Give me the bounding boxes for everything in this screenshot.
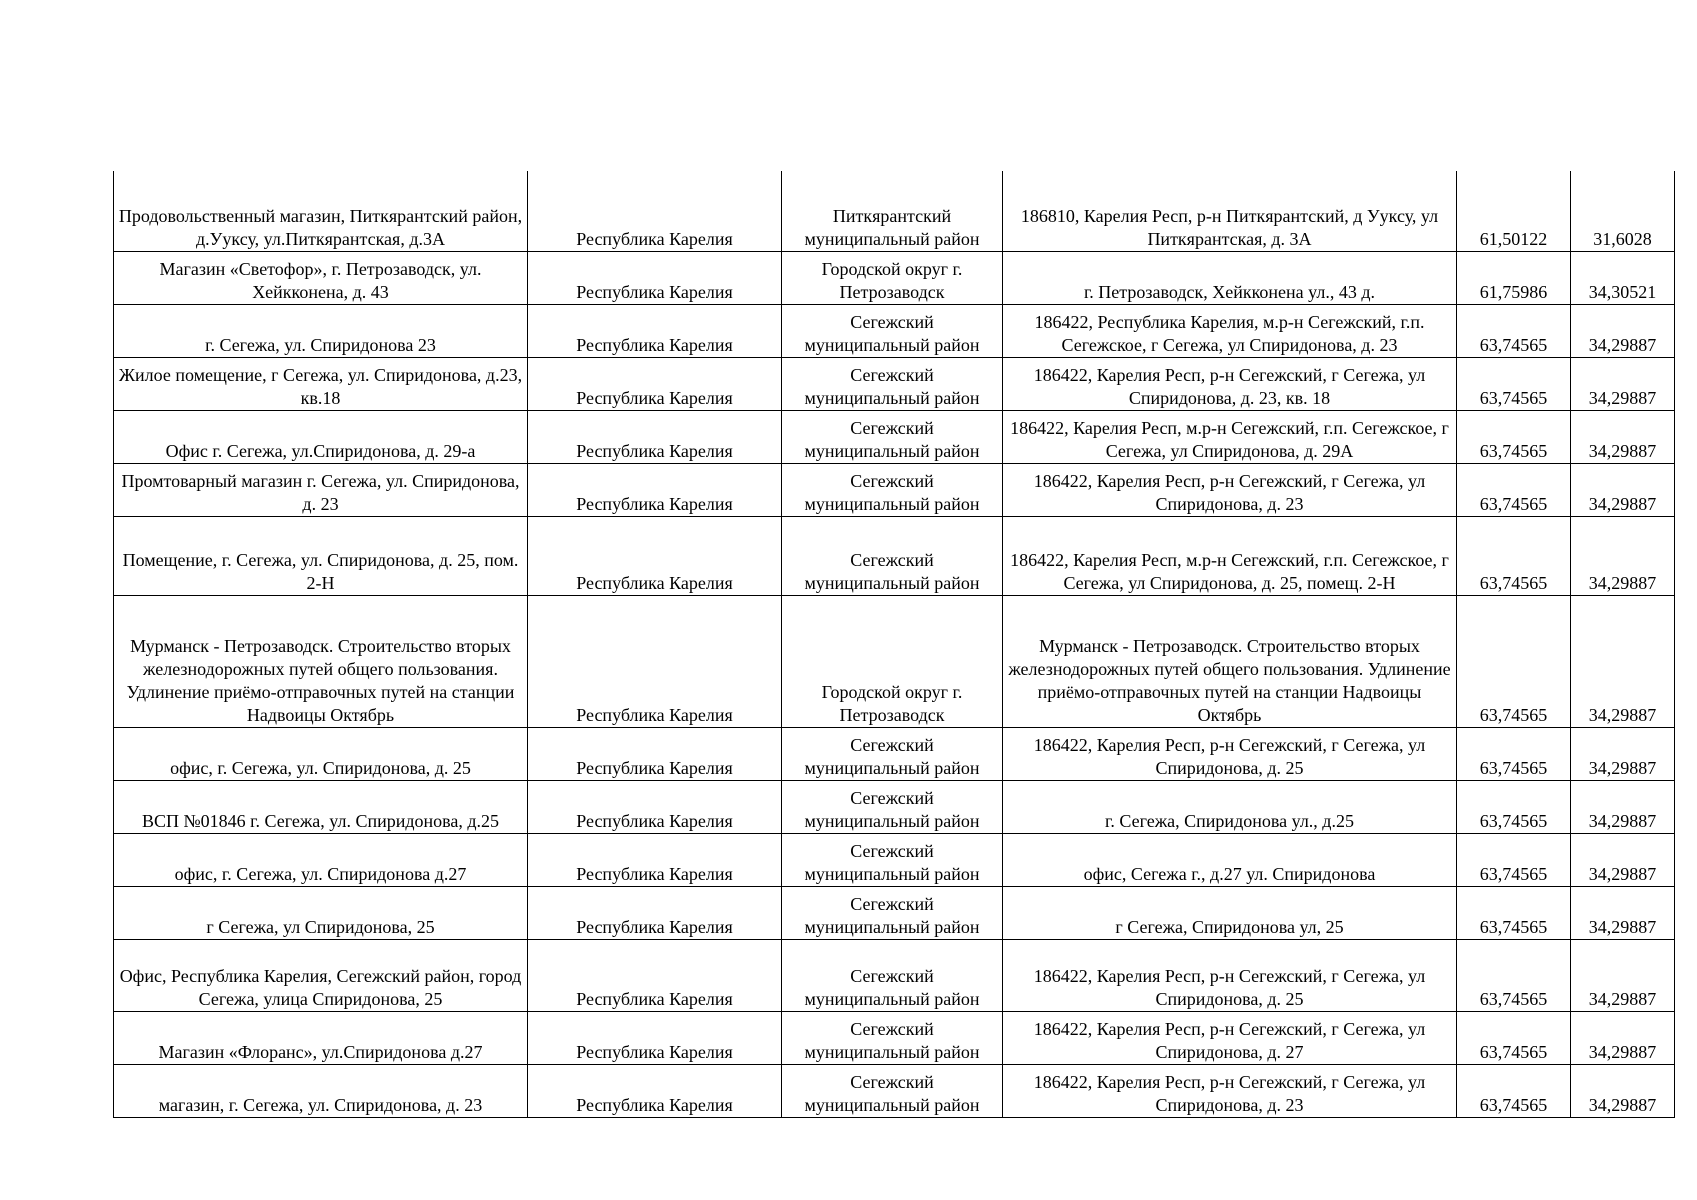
- latitude-cell: 63,74565: [1457, 357, 1571, 410]
- latitude-cell: 63,74565: [1457, 780, 1571, 833]
- address-cell: 186810, Карелия Респ, р-н Питкярантский, д Ууксу, ул Питкярантская, д. 3А: [1003, 171, 1457, 251]
- district-cell: Сегежский муниципальный район: [782, 304, 1003, 357]
- district-cell: Сегежский муниципальный район: [782, 727, 1003, 780]
- district-cell: Сегежский муниципальный район: [782, 1064, 1003, 1117]
- region-cell: Республика Карелия: [528, 251, 782, 304]
- region-cell: Республика Карелия: [528, 463, 782, 516]
- table-row: [114, 463, 1675, 516]
- region-cell: Республика Карелия: [528, 357, 782, 410]
- latitude-cell: 63,74565: [1457, 1011, 1571, 1064]
- region-cell: Республика Карелия: [528, 304, 782, 357]
- table-row: [114, 171, 1675, 251]
- object-name-cell: г Сегежа, ул Спиридонова, 25: [114, 886, 528, 939]
- latitude-cell: 61,75986: [1457, 251, 1571, 304]
- address-cell: г Сегежа, Спиридонова ул, 25: [1003, 886, 1457, 939]
- latitude-cell: 63,74565: [1457, 833, 1571, 886]
- longitude-cell: 34,29887: [1571, 304, 1675, 357]
- longitude-cell: 34,29887: [1571, 516, 1675, 595]
- district-cell: Сегежский муниципальный район: [782, 516, 1003, 595]
- object-name-cell: Мурманск - Петрозаводск. Строительство вторых железнодорожных путей общего пользования. Удлинение приёмо-отправочных путей на станции Надвоицы Октябрь: [114, 595, 528, 727]
- table-row: [114, 727, 1675, 780]
- object-name-cell: Продовольственный магазин, Питкярантский район, д.Ууксу, ул.Питкярантская, д.3А: [114, 171, 528, 251]
- region-cell: Республика Карелия: [528, 1011, 782, 1064]
- table-row: [114, 1064, 1675, 1117]
- object-name-cell: Жилое помещение, г Сегежа, ул. Спиридонова, д.23, кв.18: [114, 357, 528, 410]
- latitude-cell: 61,50122: [1457, 171, 1571, 251]
- table-row: [114, 939, 1675, 1011]
- object-name-cell: Помещение, г. Сегежа, ул. Спиридонова, д. 25, пом. 2-Н: [114, 516, 528, 595]
- longitude-cell: 34,29887: [1571, 357, 1675, 410]
- table-row: [114, 357, 1675, 410]
- district-cell: Сегежский муниципальный район: [782, 410, 1003, 463]
- address-cell: 186422, Карелия Респ, м.р-н Сегежский, г.п. Сегежское, г Сегежа, ул Спиридонова, д. 29А: [1003, 410, 1457, 463]
- address-cell: Мурманск - Петрозаводск. Строительство вторых железнодорожных путей общего пользования. Удлинение приёмо-отправочных путей на станции Надвоицы Октябрь: [1003, 595, 1457, 727]
- longitude-cell: 34,29887: [1571, 463, 1675, 516]
- district-cell: Сегежский муниципальный район: [782, 939, 1003, 1011]
- district-cell: Городской округ г. Петрозаводск: [782, 595, 1003, 727]
- object-name-cell: Офис г. Сегежа, ул.Спиридонова, д. 29-а: [114, 410, 528, 463]
- object-name-cell: Магазин «Светофор», г. Петрозаводск, ул. Хейкконена, д. 43: [114, 251, 528, 304]
- latitude-cell: 63,74565: [1457, 1064, 1571, 1117]
- latitude-cell: 63,74565: [1457, 595, 1571, 727]
- longitude-cell: 34,29887: [1571, 410, 1675, 463]
- object-name-cell: офис, г. Сегежа, ул. Спиридонова, д. 25: [114, 727, 528, 780]
- table-body: [114, 171, 1675, 1117]
- longitude-cell: 34,29887: [1571, 886, 1675, 939]
- latitude-cell: 63,74565: [1457, 727, 1571, 780]
- address-cell: 186422, Карелия Респ, р-н Сегежский, г Сегежа, ул Спиридонова, д. 27: [1003, 1011, 1457, 1064]
- address-cell: офис, Сегежа г., д.27 ул. Спиридонова: [1003, 833, 1457, 886]
- longitude-cell: 34,29887: [1571, 939, 1675, 1011]
- longitude-cell: 34,29887: [1571, 833, 1675, 886]
- district-cell: Городской округ г. Петрозаводск: [782, 251, 1003, 304]
- district-cell: Сегежский муниципальный район: [782, 886, 1003, 939]
- object-name-cell: Офис, Республика Карелия, Сегежский район, город Сегежа, улица Спиридонова, 25: [114, 939, 528, 1011]
- table-row: [114, 516, 1675, 595]
- address-cell: 186422, Карелия Респ, р-н Сегежский, г Сегежа, ул Спиридонова, д. 25: [1003, 939, 1457, 1011]
- object-name-cell: магазин, г. Сегежа, ул. Спиридонова, д. 23: [114, 1064, 528, 1117]
- latitude-cell: 63,74565: [1457, 304, 1571, 357]
- table-row: [114, 410, 1675, 463]
- region-cell: Республика Карелия: [528, 1064, 782, 1117]
- region-cell: Республика Карелия: [528, 939, 782, 1011]
- region-cell: Республика Карелия: [528, 886, 782, 939]
- region-cell: Республика Карелия: [528, 833, 782, 886]
- district-cell: Сегежский муниципальный район: [782, 463, 1003, 516]
- address-cell: 186422, Республика Карелия, м.р-н Сегежский, г.п. Сегежское, г Сегежа, ул Спиридонова, д. 23: [1003, 304, 1457, 357]
- object-name-cell: г. Сегежа, ул. Спиридонова 23: [114, 304, 528, 357]
- latitude-cell: 63,74565: [1457, 410, 1571, 463]
- address-cell: 186422, Карелия Респ, р-н Сегежский, г Сегежа, ул Спиридонова, д. 23: [1003, 1064, 1457, 1117]
- district-cell: Сегежский муниципальный район: [782, 780, 1003, 833]
- address-cell: г. Сегежа, Спиридонова ул., д.25: [1003, 780, 1457, 833]
- region-cell: Республика Карелия: [528, 780, 782, 833]
- address-cell: 186422, Карелия Респ, р-н Сегежский, г Сегежа, ул Спиридонова, д. 23, кв. 18: [1003, 357, 1457, 410]
- object-name-cell: ВСП №01846 г. Сегежа, ул. Спиридонова, д.25: [114, 780, 528, 833]
- region-cell: Республика Карелия: [528, 595, 782, 727]
- latitude-cell: 63,74565: [1457, 516, 1571, 595]
- address-cell: 186422, Карелия Респ, р-н Сегежский, г Сегежа, ул Спиридонова, д. 23: [1003, 463, 1457, 516]
- region-cell: Республика Карелия: [528, 516, 782, 595]
- region-cell: Республика Карелия: [528, 171, 782, 251]
- address-cell: г. Петрозаводск, Хейкконена ул., 43 д.: [1003, 251, 1457, 304]
- district-cell: Сегежский муниципальный район: [782, 1011, 1003, 1064]
- table-row: [114, 833, 1675, 886]
- latitude-cell: 63,74565: [1457, 886, 1571, 939]
- table-row: [114, 251, 1675, 304]
- table-row: [114, 1011, 1675, 1064]
- district-cell: Сегежский муниципальный район: [782, 833, 1003, 886]
- longitude-cell: 34,30521: [1571, 251, 1675, 304]
- object-name-cell: офис, г. Сегежа, ул. Спиридонова д.27: [114, 833, 528, 886]
- table-row: [114, 780, 1675, 833]
- latitude-cell: 63,74565: [1457, 939, 1571, 1011]
- longitude-cell: 34,29887: [1571, 780, 1675, 833]
- longitude-cell: 34,29887: [1571, 1011, 1675, 1064]
- region-cell: Республика Карелия: [528, 727, 782, 780]
- district-cell: Питкярантский муниципальный район: [782, 171, 1003, 251]
- objects-table: [113, 171, 1675, 1118]
- longitude-cell: 34,29887: [1571, 595, 1675, 727]
- address-cell: 186422, Карелия Респ, м.р-н Сегежский, г.п. Сегежское, г Сегежа, ул Спиридонова, д. 25, помещ. 2-Н: [1003, 516, 1457, 595]
- table-row: [114, 595, 1675, 727]
- region-cell: Республика Карелия: [528, 410, 782, 463]
- object-name-cell: Магазин «Флоранс», ул.Спиридонова д.27: [114, 1011, 528, 1064]
- latitude-cell: 63,74565: [1457, 463, 1571, 516]
- table-row: [114, 886, 1675, 939]
- longitude-cell: 34,29887: [1571, 727, 1675, 780]
- longitude-cell: 31,6028: [1571, 171, 1675, 251]
- table-row: [114, 304, 1675, 357]
- object-name-cell: Промтоварный магазин г. Сегежа, ул. Спиридонова, д. 23: [114, 463, 528, 516]
- address-cell: 186422, Карелия Респ, р-н Сегежский, г Сегежа, ул Спиридонова, д. 25: [1003, 727, 1457, 780]
- district-cell: Сегежский муниципальный район: [782, 357, 1003, 410]
- longitude-cell: 34,29887: [1571, 1064, 1675, 1117]
